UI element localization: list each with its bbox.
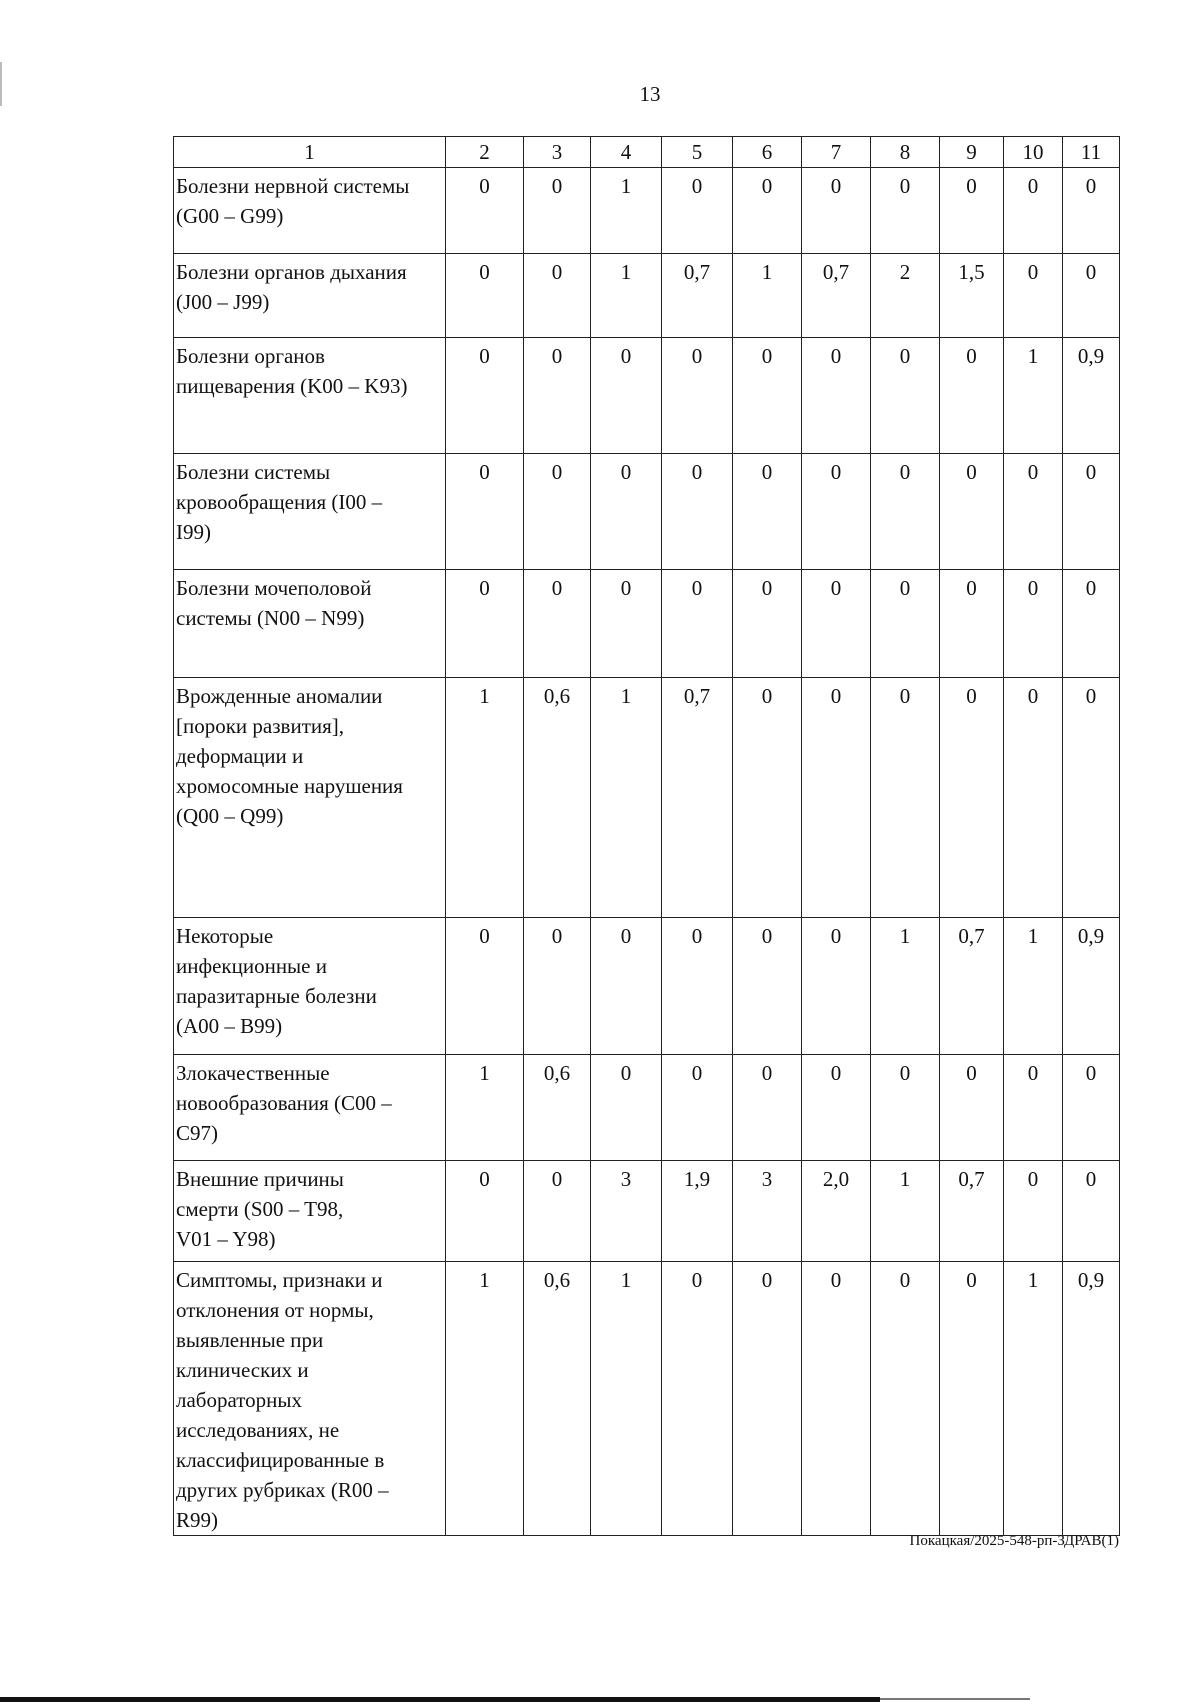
value-cell: 0 — [733, 1262, 802, 1536]
value-cell: 3 — [591, 1161, 662, 1262]
value-cell: 0 — [1004, 254, 1063, 338]
disease-class-name-line: паразитарные болезни — [176, 984, 377, 1008]
header-cell: 2 — [446, 137, 524, 168]
value-cell: 1,5 — [940, 254, 1004, 338]
disease-class-name-line: R99) — [176, 1508, 218, 1532]
value-cell: 0,7 — [940, 918, 1004, 1055]
value-cell: 0 — [446, 570, 524, 678]
disease-class-name — [174, 338, 446, 454]
disease-class-name-line: Злокачественные — [176, 1061, 330, 1085]
value-cell: 1 — [446, 678, 524, 918]
value-cell: 1 — [591, 1262, 662, 1536]
table-row — [174, 338, 1120, 454]
disease-class-name-line: исследованиях, не — [176, 1418, 340, 1442]
value-cell: 1 — [446, 1262, 524, 1536]
disease-class-name-line: Внешние причины — [176, 1167, 344, 1191]
value-cell: 0 — [802, 1055, 871, 1161]
value-cell: 0 — [733, 338, 802, 454]
header-cell: 3 — [524, 137, 591, 168]
table-row — [174, 678, 1120, 918]
disease-class-name — [174, 454, 446, 570]
value-cell: 0 — [733, 1055, 802, 1161]
disease-class-name — [174, 918, 446, 1055]
value-cell: 0 — [802, 338, 871, 454]
value-cell: 0 — [524, 454, 591, 570]
table-row — [174, 254, 1120, 338]
disease-class-name-line: системы (N00 – N99) — [176, 606, 365, 630]
value-cell: 0 — [524, 338, 591, 454]
header-cell: 5 — [662, 137, 733, 168]
value-cell: 0 — [940, 454, 1004, 570]
value-cell: 0 — [940, 678, 1004, 918]
value-cell: 0 — [1004, 570, 1063, 678]
value-cell: 0,6 — [524, 1055, 591, 1161]
disease-class-name — [174, 1055, 446, 1161]
value-cell: 0 — [871, 570, 940, 678]
value-cell: 1 — [591, 678, 662, 918]
value-cell: 0 — [871, 1262, 940, 1536]
table-row — [174, 918, 1120, 1055]
value-cell: 2,0 — [802, 1161, 871, 1262]
value-cell: 0,7 — [802, 254, 871, 338]
disease-class-name-line: лабораторных — [176, 1388, 303, 1412]
value-cell: 0 — [802, 570, 871, 678]
header-cell: 6 — [733, 137, 802, 168]
value-cell: 0 — [1004, 454, 1063, 570]
disease-class-name-line: выявленные при — [176, 1328, 324, 1352]
value-cell: 0 — [662, 168, 733, 254]
disease-class-name-line: [пороки развития], — [176, 714, 345, 738]
value-cell: 0 — [662, 570, 733, 678]
value-cell: 1 — [1004, 1262, 1063, 1536]
value-cell: 0 — [662, 918, 733, 1055]
disease-class-name-line: C97) — [176, 1121, 218, 1145]
value-cell: 1 — [446, 1055, 524, 1161]
disease-class-name-line: Болезни мочеполовой — [176, 576, 372, 600]
value-cell: 1 — [871, 1161, 940, 1262]
value-cell: 0 — [591, 1055, 662, 1161]
table-row — [174, 1055, 1120, 1161]
value-cell: 0 — [524, 1161, 591, 1262]
value-cell: 0 — [446, 454, 524, 570]
scan-artifact-bottom — [0, 1697, 880, 1702]
header-cell: 9 — [940, 137, 1004, 168]
disease-class-name — [174, 570, 446, 678]
value-cell: 0,7 — [940, 1161, 1004, 1262]
header-cell: 4 — [591, 137, 662, 168]
value-cell: 0,6 — [524, 1262, 591, 1536]
value-cell: 0 — [871, 454, 940, 570]
disease-class-name-line: (Q00 – Q99) — [176, 804, 284, 828]
scan-artifact-bottom-faint — [880, 1698, 1030, 1700]
disease-class-name — [174, 168, 446, 254]
table-row — [174, 168, 1120, 254]
disease-class-name-line: Врожденные аномалии — [176, 684, 383, 708]
value-cell: 0 — [802, 918, 871, 1055]
value-cell: 0 — [524, 570, 591, 678]
value-cell: 0 — [802, 454, 871, 570]
value-cell: 0 — [871, 168, 940, 254]
value-cell: 0 — [446, 254, 524, 338]
value-cell: 1 — [733, 254, 802, 338]
disease-class-name-line: деформации и — [176, 744, 304, 768]
value-cell: 0 — [1004, 1161, 1063, 1262]
value-cell: 0 — [733, 168, 802, 254]
value-cell: 0 — [940, 1055, 1004, 1161]
value-cell: 0 — [1063, 1055, 1120, 1161]
disease-class-name-line: (J00 – J99) — [176, 290, 270, 314]
value-cell: 0 — [802, 1262, 871, 1536]
disease-class-name-line: (A00 – B99) — [176, 1014, 283, 1038]
value-cell: 1 — [1004, 338, 1063, 454]
value-cell: 0,9 — [1063, 918, 1120, 1055]
value-cell: 0 — [1063, 678, 1120, 918]
table-row — [174, 1161, 1120, 1262]
document-reference: Покацкая/2025-548-рп-ЗДРАВ(1) — [909, 1533, 1119, 1549]
header-cell: 10 — [1004, 137, 1063, 168]
value-cell: 0 — [733, 570, 802, 678]
value-cell: 0 — [871, 678, 940, 918]
disease-class-name-line: I99) — [176, 520, 211, 544]
value-cell: 0 — [591, 570, 662, 678]
value-cell: 0 — [591, 918, 662, 1055]
value-cell: 0 — [733, 918, 802, 1055]
disease-class-name — [174, 1262, 446, 1536]
disease-class-name — [174, 678, 446, 918]
value-cell: 0 — [591, 454, 662, 570]
disease-class-name-line: кровообращения (I00 – — [176, 490, 383, 514]
value-cell: 3 — [733, 1161, 802, 1262]
header-cell: 7 — [802, 137, 871, 168]
value-cell: 0 — [1063, 570, 1120, 678]
header-row — [174, 137, 1120, 168]
header-cell: 11 — [1063, 137, 1120, 168]
value-cell: 0 — [733, 454, 802, 570]
value-cell: 0 — [524, 918, 591, 1055]
disease-class-name-line: классифицированные в — [176, 1448, 385, 1472]
value-cell: 1,9 — [662, 1161, 733, 1262]
value-cell: 0,6 — [524, 678, 591, 918]
disease-class-name-line: других рубриках (R00 – — [176, 1478, 389, 1502]
header-cell: 8 — [871, 137, 940, 168]
table-row — [174, 454, 1120, 570]
value-cell: 0 — [1063, 168, 1120, 254]
disease-class-name-line: Симптомы, признаки и — [176, 1268, 383, 1292]
value-cell: 2 — [871, 254, 940, 338]
value-cell: 0 — [446, 918, 524, 1055]
disease-class-name-line: хромосомные нарушения — [176, 774, 403, 798]
disease-class-name-line: Болезни системы — [176, 460, 331, 484]
value-cell: 0 — [733, 678, 802, 918]
value-cell: 0 — [1004, 1055, 1063, 1161]
value-cell: 0 — [1004, 168, 1063, 254]
disease-class-name-line: V01 – Y98) — [176, 1227, 276, 1251]
header-cell: 1 — [174, 137, 446, 168]
value-cell: 0 — [446, 338, 524, 454]
disease-class-name-line: новообразования (C00 – — [176, 1091, 392, 1115]
value-cell: 0 — [524, 254, 591, 338]
disease-class-name — [174, 1161, 446, 1262]
disease-class-name-line: Болезни органов дыхания — [176, 260, 407, 284]
value-cell: 0 — [1004, 678, 1063, 918]
value-cell: 0 — [871, 338, 940, 454]
disease-class-name — [174, 254, 446, 338]
table-row — [174, 1262, 1120, 1536]
disease-class-name-line: (G00 – G99) — [176, 204, 284, 228]
disease-class-name-line: смерти (S00 – T98, — [176, 1197, 344, 1221]
value-cell: 0 — [524, 168, 591, 254]
statistics-table — [173, 136, 1120, 1536]
value-cell: 0 — [662, 1055, 733, 1161]
value-cell: 0 — [446, 168, 524, 254]
value-cell: 0 — [591, 338, 662, 454]
value-cell: 0 — [1063, 254, 1120, 338]
disease-class-name-line: инфекционные и — [176, 954, 327, 978]
value-cell: 1 — [591, 168, 662, 254]
value-cell: 0,7 — [662, 678, 733, 918]
value-cell: 0,9 — [1063, 338, 1120, 454]
value-cell: 0 — [662, 454, 733, 570]
disease-class-name-line: Некоторые — [176, 924, 274, 948]
value-cell: 1 — [1004, 918, 1063, 1055]
value-cell: 0 — [940, 1262, 1004, 1536]
value-cell: 0 — [940, 168, 1004, 254]
value-cell: 0 — [940, 570, 1004, 678]
disease-class-name-line: Болезни нервной системы — [176, 174, 410, 198]
value-cell: 0 — [662, 338, 733, 454]
value-cell: 0 — [871, 1055, 940, 1161]
value-cell: 0 — [446, 1161, 524, 1262]
page-number: 13 — [639, 82, 661, 106]
value-cell: 0 — [802, 168, 871, 254]
disease-class-name-line: клинических и — [176, 1358, 309, 1382]
disease-class-name-line: Болезни органов — [176, 344, 325, 368]
value-cell: 0 — [662, 1262, 733, 1536]
disease-class-name-line: отклонения от нормы, — [176, 1298, 374, 1322]
disease-class-name-line: пищеварения (K00 – K93) — [176, 374, 408, 398]
value-cell: 0,7 — [662, 254, 733, 338]
value-cell: 0,9 — [1063, 1262, 1120, 1536]
value-cell: 0 — [1063, 1161, 1120, 1262]
table-row — [174, 570, 1120, 678]
value-cell: 0 — [802, 678, 871, 918]
value-cell: 0 — [1063, 454, 1120, 570]
table-body — [174, 137, 1120, 1536]
value-cell: 1 — [871, 918, 940, 1055]
value-cell: 1 — [591, 254, 662, 338]
value-cell: 0 — [940, 338, 1004, 454]
